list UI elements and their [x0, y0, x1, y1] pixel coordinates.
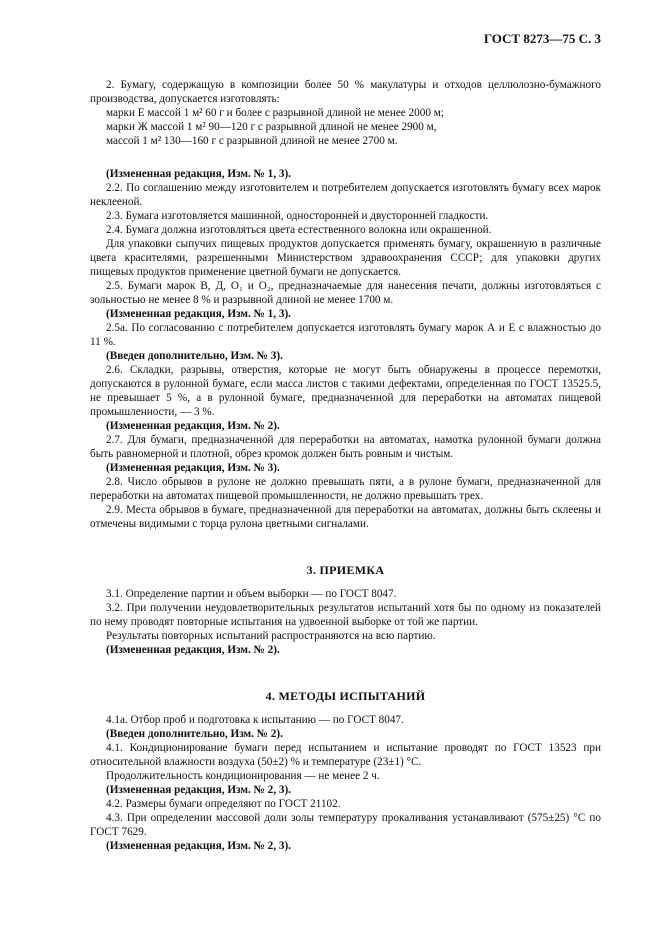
amendment-note: (Измененная редакция, Изм. № 1, 3).: [106, 168, 291, 180]
amendment-note: (Измененная редакция, Изм. № 3).: [106, 462, 280, 474]
amendment-note: (Измененная редакция, Изм. № 2, 3).: [106, 840, 291, 852]
amendment-note: (Измененная редакция, Изм. № 2).: [106, 420, 280, 432]
page-header: ГОСТ 8273—75 С. 3: [483, 31, 601, 46]
paragraph: 2.5. Бумаги марок В, Д, О₁ и О₂, предназначаемые для нанесения печати, должны изготовляться с зольностью не менее 8 % и разрывной длиной не менее 1700 м.: [90, 280, 601, 306]
paragraph: 3.2. При получении неудовлетворительных результатов испытаний хотя бы по одному из показателей по нему проводят повторные испытания на удвоенной выборке от той же партии.: [90, 602, 601, 628]
section-heading: 3. ПРИЕМКА: [306, 563, 385, 577]
paragraph: 2.6. Складки, разрывы, отверстия, которые не могут быть обнаружены в процессе перемотки, допускаются в рулонной бумаге, если масса листов с такими дефектами, определенная по ГОСТ 13525.5, не превышает 5 %, а в рулонной бумаге, предназначенной для переработки на автоматах пищевой промышленности, — 3 %.: [90, 364, 601, 418]
paragraph: 4.1. Кондиционирование бумаги перед испытанием и испытание проводят по ГОСТ 13523 при относительной влажности воздуха (50±2) % и температуре (23±1) °С.: [90, 742, 601, 768]
paragraph: Результаты повторных испытаний распространяются на всю партию.: [106, 630, 436, 642]
amendment-note: (Измененная редакция, Изм. № 2, 3).: [106, 784, 291, 796]
amendment-note: (Введен дополнительно, Изм. № 2).: [106, 728, 283, 740]
paragraph: 4.2. Размеры бумаги определяют по ГОСТ 21102.: [106, 798, 341, 810]
paragraph: 4.3. При определении массовой доли золы температуру прокаливания устанавливают (575±25) °С по ГОСТ 7629.: [90, 812, 601, 838]
amendment-note: (Измененная редакция, Изм. № 1, 3).: [106, 308, 291, 320]
document-body: [90, 78, 601, 853]
paragraph: 2.7. Для бумаги, предназначенной для переработки на автоматах, намотка рулонной бумаги должна быть равномерной и плотной, обрез кромок должен быть ровным и чистым.: [90, 434, 601, 460]
paragraph: Для упаковки сыпучих пищевых продуктов допускается применять бумагу, окрашенную в различные цвета красителями, разрешенными Министерством здравоохранения СССР; для упаковки других пищевых продуктов применение цветной бумаги не допускается.: [90, 238, 601, 278]
paragraph: 4.1а. Отбор проб и подготовка к испытанию — по ГОСТ 8047.: [106, 714, 404, 726]
amendment-note: (Введен дополнительно, Изм. № 3).: [106, 350, 283, 362]
paragraph: 2. Бумагу, содержащую в композиции более 50 % макулатуры и отходов целлюлозно-бумажного производства, допускается изготовлять:: [90, 79, 601, 105]
paragraph: 2.3. Бумага изготовляется машинной, односторонней и двусторонней гладкости.: [106, 210, 489, 222]
amendment-note: (Измененная редакция, Изм. № 2).: [106, 644, 280, 656]
section-heading: 4. МЕТОДЫ ИСПЫТАНИЙ: [265, 689, 426, 703]
paragraph: 2.4. Бумага должна изготовляться цвета естественного волокна или окрашенной.: [106, 224, 492, 236]
paragraph: Продолжительность кондиционирования — не менее 2 ч.: [106, 770, 380, 782]
paragraph: массой 1 м² 130—160 г с разрывной длиной не менее 2700 м.: [106, 135, 398, 147]
paragraph: 2.8. Число обрывов в рулоне не должно превышать пяти, а в рулоне бумаги, предназначенной для переработки на автоматах пищевой промышленности, не должно превышать трех.: [90, 476, 601, 502]
paragraph: марки Ж массой 1 м² 90—120 г с разрывной длиной не менее 2900 м,: [106, 121, 437, 133]
paragraph: 2.5а. По согласованию с потребителем допускается изготовлять бумагу марок А и Е с влажностью до 11 %.: [90, 322, 601, 348]
paragraph: 2.2. По соглашению между изготовителем и потребителем допускается изготовлять бумагу всех марок неклееной.: [90, 182, 601, 208]
paragraph: 3.1. Определение партии и объем выборки — по ГОСТ 8047.: [106, 588, 397, 600]
paragraph: 2.9. Места обрывов в бумаге, предназначенной для переработки на автоматах, должны быть склеены и отмечены видимыми с торца рулона цветными сигналами.: [90, 504, 601, 530]
paragraph: марки Е массой 1 м² 60 г и более с разрывной длиной не менее 2000 м;: [106, 107, 444, 119]
